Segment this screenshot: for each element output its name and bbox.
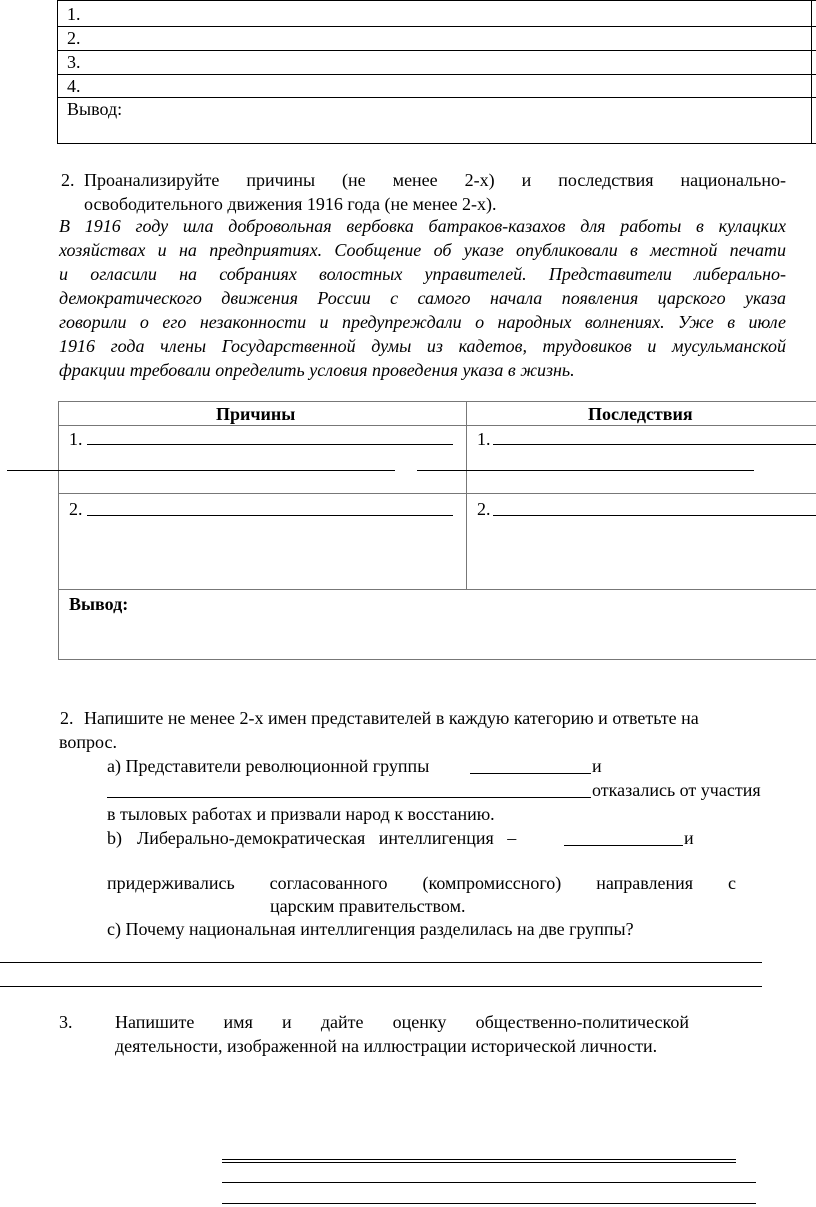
answer-line[interactable] <box>564 845 683 846</box>
table-row-number: 1. <box>67 4 81 24</box>
table-border <box>58 401 59 659</box>
paragraph-line: В 1916 году шла добровольная вербовка батраков-казахов для работы в кулацких <box>59 216 786 236</box>
task-number: 2. <box>61 170 75 190</box>
table-border <box>58 425 816 426</box>
task-instruction: деятельности, изображенной на иллюстрации исторической личности. <box>115 1036 658 1056</box>
subtask-a-and: и <box>592 756 602 776</box>
conclusion-label: Вывод: <box>67 99 123 119</box>
column-header-causes: Причины <box>216 404 296 424</box>
task-instruction: Напишите не менее 2-х имен представителей в каждую категорию и ответьте на <box>84 708 699 728</box>
table-row-number: 4. <box>67 76 81 96</box>
paragraph-line: демократического движения России с самого начала появления царского указа <box>59 288 786 308</box>
answer-line[interactable] <box>107 797 591 798</box>
subtask-b-continuation: придерживались согласованного (компромиссного) направления с <box>107 873 736 893</box>
table-border <box>57 0 816 1</box>
conclusion-label: Вывод: <box>69 594 129 614</box>
answer-line[interactable] <box>470 773 591 774</box>
cause-item-number: 2. <box>69 499 83 519</box>
subtask-a-text: а) Представители революционной группы <box>107 756 430 776</box>
answer-line[interactable] <box>493 444 816 445</box>
task-instruction: Проанализируйте причины (не менее 2-х) и последствия национально- <box>84 170 786 190</box>
answer-line[interactable] <box>417 470 754 471</box>
table-border <box>58 589 816 590</box>
table-row-number: 2. <box>67 28 81 48</box>
table-border <box>57 26 816 27</box>
answer-line[interactable] <box>222 1159 736 1160</box>
answer-line[interactable] <box>87 444 453 445</box>
subtask-b-continuation: царским правительством. <box>270 896 466 916</box>
paragraph-line: и огласили на собраниях волостных управителей. Представители либерально- <box>59 264 786 284</box>
task-number: 2. <box>60 708 74 728</box>
task-instruction: вопрос. <box>59 732 117 752</box>
answer-line[interactable] <box>222 1162 736 1163</box>
effect-item-number: 1. <box>477 429 491 449</box>
subtask-b-text: Либерально-демократическая интеллигенция – <box>137 828 517 848</box>
table-border <box>57 97 816 98</box>
table-border <box>57 50 816 51</box>
table-border <box>58 493 816 494</box>
table-row-number: 3. <box>67 52 81 72</box>
task-number: 3. <box>59 1012 73 1032</box>
subtask-a-continuation: в тыловых работах и призвали народ к восстанию. <box>107 804 495 824</box>
paragraph-line: фракции требовали определить условия проведения указа в жизнь. <box>59 360 575 380</box>
column-header-effects: Последствия <box>588 404 693 424</box>
answer-line[interactable] <box>7 470 395 471</box>
answer-line[interactable] <box>222 1182 756 1183</box>
paragraph-line: говорили о его незаконности и предупреждали о народных волнениях. Уже в июле <box>59 312 786 332</box>
task-instruction: Напишите имя и дайте оценку общественно-политической <box>115 1012 689 1032</box>
answer-line[interactable] <box>493 515 816 516</box>
table-border <box>466 401 467 589</box>
table-border <box>57 74 816 75</box>
subtask-b-label: b) <box>107 828 122 848</box>
subtask-c-question: с) Почему национальная интеллигенция разделилась на две группы? <box>107 919 634 939</box>
effect-item-number: 2. <box>477 499 491 519</box>
task-instruction: освободительного движения 1916 года (не менее 2-х). <box>84 194 497 214</box>
cause-item-number: 1. <box>69 429 83 449</box>
table-border <box>58 659 816 660</box>
table-border <box>811 0 812 143</box>
subtask-b-and: и <box>684 828 694 848</box>
subtask-a-refused: отказались от участия <box>592 780 761 800</box>
table-border <box>57 0 58 143</box>
answer-line[interactable] <box>222 1203 756 1204</box>
paragraph-line: 1916 года члены Государственной думы из кадетов, трудовиков и мусульманской <box>59 336 786 356</box>
answer-line[interactable] <box>0 986 762 987</box>
answer-line[interactable] <box>87 515 453 516</box>
answer-line[interactable] <box>0 962 762 963</box>
table-border <box>58 401 816 402</box>
paragraph-line: хозяйствах и на предприятиях. Сообщение об указе опубликовали в местной печати <box>59 240 786 260</box>
table-border <box>57 143 816 144</box>
